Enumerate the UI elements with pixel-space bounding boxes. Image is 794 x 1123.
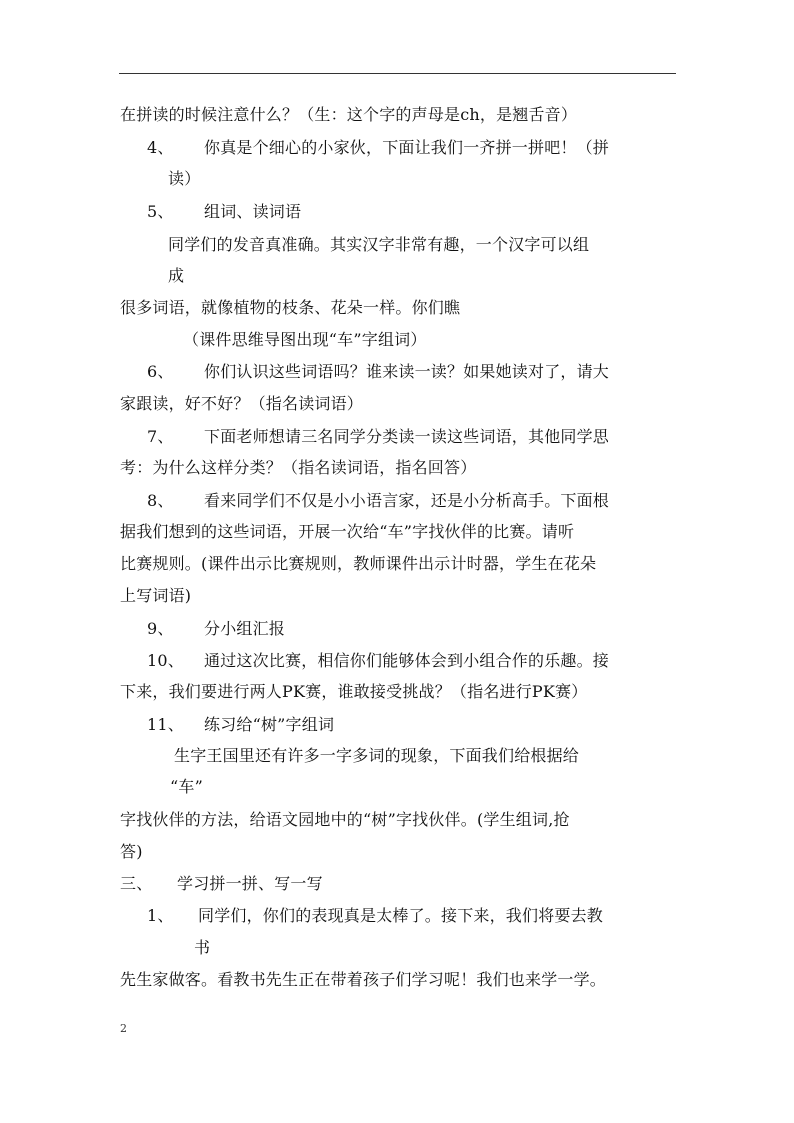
item-number: 10、: [147, 651, 184, 670]
line-text: 在拼读的时候注意什么？（生：这个字的声母是ch，是翘舌音）: [120, 105, 578, 124]
text-line: [120, 809, 570, 831]
text-line: [120, 969, 606, 991]
line-text: 家跟读，好不好？（指名读词语）: [120, 394, 364, 413]
line-text: （课件思维导图出现“车”字组词）: [183, 330, 427, 349]
text-line: [147, 618, 174, 640]
line-text: 看来同学们不仅是小小语言家，还是小分析高手。下面根: [204, 491, 610, 510]
text-line: [120, 841, 143, 863]
item-number: 4、: [147, 138, 174, 157]
line-text: 书: [194, 938, 211, 957]
item-number: 8、: [147, 491, 174, 510]
line-text: 同学们的发音真准确。其实汉字非常有趣，一个汉字可以组: [168, 235, 590, 254]
text-line: [198, 905, 603, 927]
text-line: [183, 329, 427, 351]
line-text: 上写词语): [120, 586, 192, 605]
line-text: 据我们想到的这些词语，开展一次给“车”字找伙伴的比赛。请听: [120, 522, 575, 541]
section-number: 三、: [120, 874, 153, 893]
line-text: 很多词语，就像植物的枝条、花朵一样。你们瞧: [120, 298, 461, 317]
text-line: [120, 104, 577, 126]
item-number: 9、: [147, 619, 174, 638]
line-text: “车”: [170, 777, 203, 796]
line-text: 学习拼一拼、写一写: [177, 874, 323, 893]
line-text: 考：为什么这样分类？（指名读词语，指名回答）: [120, 458, 477, 477]
text-line: [194, 937, 210, 959]
text-line: [168, 168, 200, 190]
text-line: [147, 137, 174, 159]
text-line: [147, 714, 184, 736]
line-text: 下来，我们要进行两人PK赛，谁敢接受挑战？（指名进行PK赛）: [120, 682, 588, 701]
text-line: [204, 201, 301, 223]
text-line: [204, 714, 334, 736]
line-text: 字找伙伴的方法，给语文园地中的“树”字找伙伴。(学生组词,抢: [120, 810, 570, 829]
line-text: 比赛规则。(课件出示比赛规则，教师课件出示计时器，学生在花朵: [120, 554, 597, 573]
text-line: [177, 873, 323, 895]
text-line: [204, 618, 285, 640]
text-line: [120, 521, 574, 543]
text-line: [204, 137, 609, 159]
text-line: [168, 265, 184, 287]
text-line: [204, 426, 609, 448]
page-number: 2: [120, 1022, 127, 1035]
text-line: [147, 201, 174, 223]
line-text: 分小组汇报: [204, 619, 286, 638]
text-line: [168, 234, 589, 256]
text-line: [120, 681, 587, 703]
text-line: [147, 490, 174, 512]
line-text: 生字王国里还有许多一字多词的现象，下面我们给根据给: [174, 746, 580, 765]
text-line: [147, 650, 184, 672]
text-line: [174, 745, 579, 767]
text-line: [147, 905, 174, 927]
line-text: 组词、读词语: [204, 202, 302, 221]
text-line: [204, 361, 609, 383]
item-number: 11、: [147, 715, 184, 734]
text-line: [120, 553, 596, 575]
item-number: 7、: [147, 427, 174, 446]
item-number: 1、: [147, 906, 174, 925]
text-line: [170, 776, 203, 798]
line-text: 下面老师想请三名同学分类读一读这些词语，其他同学思: [204, 427, 610, 446]
text-line: [204, 650, 609, 672]
text-line: [204, 490, 609, 512]
text-line: [120, 393, 363, 415]
line-text: 先生家做客。看教书先生正在带着孩子们学习呢！我们也来学一学。: [120, 970, 607, 989]
header-rule: [119, 73, 676, 74]
text-line: [147, 361, 174, 383]
line-text: 成: [168, 266, 185, 285]
line-text: 你真是个细心的小家伙，下面让我们一齐拼一拼吧！（拼: [204, 138, 610, 157]
item-number: 6、: [147, 362, 174, 381]
line-text: 同学们，你们的表现真是太棒了。接下来，我们将要去教: [198, 906, 604, 925]
text-line: [147, 426, 174, 448]
line-text: 你们认识这些词语吗？谁来读一读？如果她读对了，请大: [204, 362, 610, 381]
item-number: 5、: [147, 202, 174, 221]
line-text: 通过这次比赛，相信你们能够体会到小组合作的乐趣。接: [204, 651, 610, 670]
text-line: [120, 873, 152, 895]
line-text: 练习给“树”字组词: [204, 715, 335, 734]
text-line: [120, 585, 191, 607]
text-line: [120, 457, 476, 479]
text-line: [120, 297, 460, 319]
line-text: 答): [120, 842, 143, 861]
line-text: 读）: [168, 169, 201, 188]
